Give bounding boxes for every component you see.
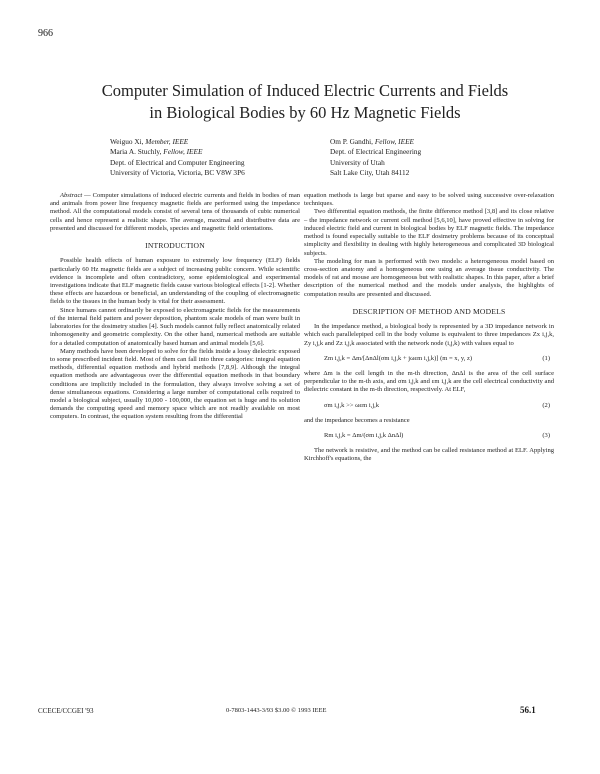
- author-city: Salt Lake City, Utah 84112: [330, 168, 410, 178]
- paragraph: Since humans cannot ordinarily be exposed to electromagnetic fields for the measurements of the internal field pattern and power deposition, phantom scale models of man were built in laboratories for the dosimetry studies [4]. Such models cannot fully reflect anatomically related inhomogeneity and geometric complexity. On the other hand, numerical methods are suitable for a detailed computation of anatomically based human and animal models [5,6].: [50, 306, 300, 347]
- right-column: [304, 192, 554, 464]
- author-name: Maria A. Stuchly,: [110, 147, 162, 157]
- footer-session-number: 56.1: [520, 705, 536, 715]
- equation-number: (3): [542, 432, 550, 440]
- author-department: Dept. of Electrical and Computer Engineering: [110, 157, 245, 167]
- author-role: Fellow, IEEE: [163, 147, 203, 157]
- abstract: [50, 192, 300, 233]
- equation-body: Rm i,j,k = Δm/(σm i,j,k ΔnΔl): [324, 432, 404, 440]
- author-university: University of Utah: [330, 157, 385, 167]
- paper-title: [60, 80, 550, 124]
- section-heading-introduction: INTRODUCTION: [145, 241, 205, 251]
- paragraph: Possible health effects of human exposure to extremely low frequency (ELF) fields particularly 60 Hz magnetic fields are a subject of increasing public concern. While scientific evidence is incomplete and often contradictory, some epidemiological and experimental investigations indicate that ELF magnetic fields cause various biological effects [1-2]. Whether these effects are hazardous or beneficial, an understanding of the coupling of electromagnetic fields to the tissues in the human body is vital for their assessment.: [50, 257, 300, 306]
- equation-body: σm i,j,k >> ωεm i,j,k: [324, 401, 380, 409]
- author-role: Fellow, IEEE: [374, 137, 414, 146]
- equation-2: [304, 402, 554, 410]
- abstract-text: — Computer simulations of induced electric currents and fields in bodies of man and animals from power line frequency magnetic fields are performed using the impedance method. All the computational models consist of several tens of thousands of cubic numerical cells and hence represent a realistic shape. The average, maximal and distributive data are presented and discussed for different models, species and magnetic field orientations.: [50, 192, 301, 232]
- paragraph: and the impedance becomes a resistance: [304, 416, 410, 424]
- section-heading-method: DESCRIPTION OF METHOD AND MODELS: [352, 306, 506, 316]
- author-name: Om P. Gandhi,: [330, 137, 373, 146]
- abstract-label: Abstract: [60, 192, 83, 199]
- author-block-right: [330, 137, 421, 179]
- author-role: Member, IEEE: [145, 137, 189, 146]
- equation-number: (1): [542, 354, 550, 362]
- equation-body: Zm i,j,k = Δm/[ΔnΔl(σm i,j,k + jωεm i,j,k)] (m = x, y, z): [324, 354, 473, 362]
- paragraph: where Δm is the cell length in the m-th direction, ΔnΔl is the area of the cell surface perpendicular to the m-th axis, and σm i,j,k and εm i,j,k are the cell electrical conductivity and dielectric constant in the m-th direction, respectively. At ELF,: [304, 369, 554, 394]
- title-line-2: in Biological Bodies by 60 Hz Magnetic Fields: [149, 103, 461, 122]
- title-line-1: Computer Simulation of Induced Electric Currents and Fields: [101, 81, 509, 100]
- paragraph: Two differential equation methods, the finite difference method [3,8] and its close relative – the impedance network or current cell method [5,6,10], have proved effective in solving for induced electric field and current in biological bodies by ELF magnetic fields. The impedance method is found especially suitable to the ELF dosimetry problems because of its conceptual simplicity and flexibility in dealing with highly heterogeneous and complicated 3D biological subjects.: [304, 208, 554, 257]
- paragraph: Many methods have been developed to solve for the fields inside a lossy dielectric exposed to some prescribed incident field. Most of them can fall into three categories: integral equation methods, differential equation methods and hybrid methods [7,8,9]. Although the integral equation methods are advantageous over the differential equation methods in that boundary conditions are implicitly included in the formulation, they always involve solving a set of dense simultaneous equations. Considering a large number of computational cells required to model a biological subject, usually 10,000 - 100,000, the equation set is huge and its solution demands the computing speed and memory space which are not readily available on most computers. In contrast, the equation system resulting from the differential: [50, 347, 300, 421]
- paragraph: The modeling for man is performed with two models: a heterogeneous model based on cross-section anatomy and a homogeneous one using an average tissue conductivity. The models of rat and mouse are homogeneous but with realistic shapes. In this paper, after a brief description of the numerical method and the models under analysis, the highlights of computation results are presented and discussed.: [304, 257, 554, 298]
- author-block-left: [110, 137, 245, 179]
- paragraph: The network is resistive, and the method can be called resistance method at ELF. Applying Kirchhoff's equations, the: [304, 447, 554, 463]
- equation-3: [304, 432, 554, 440]
- page-number: 966: [38, 28, 53, 39]
- footer-copyright: 0-7803-1443-3/93 $3.00 © 1993 IEEE: [226, 707, 327, 714]
- author-name: Weiguo Xi,: [110, 137, 144, 146]
- left-column: [50, 192, 300, 422]
- author-university: University of Victoria, Victoria, BC V8W 3P6: [110, 168, 245, 178]
- paragraph: In the impedance method, a biological body is represented by a 3D impedance network in which each parallelepiped cell in the body volume is equivalent to three impedances Zx i,j,k, Zy i,j,k and Zz i,j,k associated with the network node (i,j,k) with values equal to: [304, 323, 554, 347]
- author-department: Dept. of Electrical Engineering: [330, 147, 422, 157]
- equation-number: (2): [542, 401, 550, 409]
- paragraph: equation methods is large but sparse and easy to be solved using successive over-relaxation techniques.: [304, 192, 554, 208]
- footer-conference: CCECE/CCGEI '93: [38, 707, 94, 715]
- equation-1: [304, 355, 554, 363]
